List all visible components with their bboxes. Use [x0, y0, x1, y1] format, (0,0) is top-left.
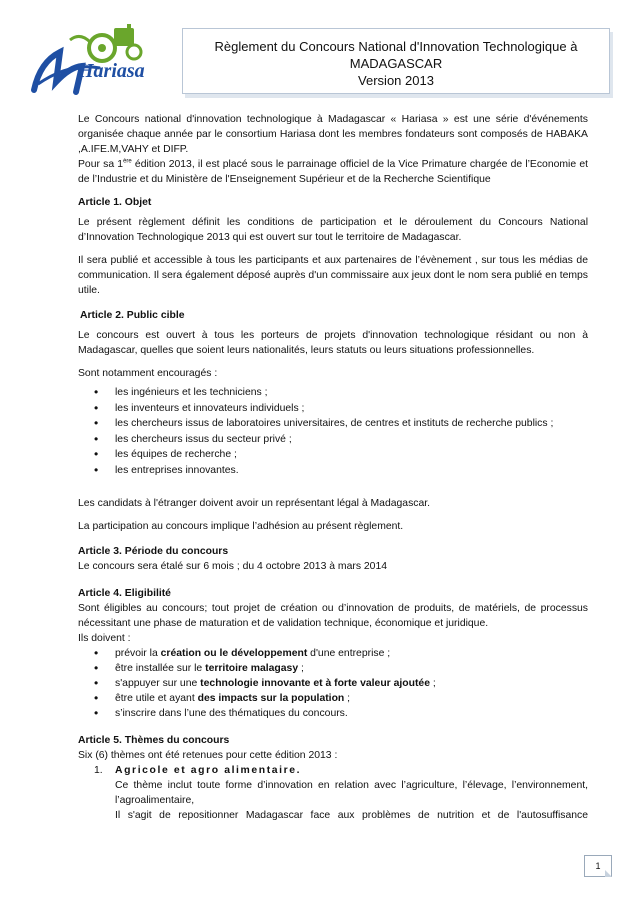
logo-wordmark: Hariasa [78, 60, 145, 82]
hariasa-logo [30, 22, 180, 102]
article-1-paragraph-2: Il sera publié et accessible à tous les participants et aux partenaires de l’évènement , sur tous les médias de communication. Il sera également déposé auprès d'un commissaire aux jeux dont le nom sera publié en temps utile. [78, 255, 588, 296]
title-line-1: Règlement du Concours National d'Innovation Technologique à [214, 39, 578, 54]
article-2-title: Article 2. Public cible [80, 310, 185, 321]
document-body [78, 112, 588, 823]
list-item: • les entreprises innovantes. [78, 463, 588, 479]
article-4-title: Article 4. Eligibilité [78, 588, 171, 599]
article-2-paragraph-1: Le concours est ouvert à tous les porteurs de projets d'innovation technologique résidant ou non à Madagascar, quelles que soient leurs nationalités, leurs statuts ou leurs situations professionnelles. [78, 330, 588, 356]
article-1-title: Article 1. Objet [78, 197, 152, 208]
list-item: • les chercheurs issus du secteur privé ; [78, 432, 588, 448]
article-2-list [78, 385, 588, 478]
article-3-title: Article 3. Période du concours [78, 546, 229, 557]
list-item: • les inventeurs et innovateurs individuels ; [78, 401, 588, 417]
article-5-theme-list [94, 763, 588, 823]
article-2-paragraph-3: Les candidats à l'étranger doivent avoir un représentant légal à Madagascar. [78, 498, 431, 509]
article-2-paragraph-4: La participation au concours implique l’adhésion au présent règlement. [78, 521, 404, 532]
list-item: • les équipes de recherche ; [78, 447, 588, 463]
list-item: • prévoir la création ou le développement d'une entreprise ; [78, 646, 588, 661]
document-title-box [182, 28, 610, 94]
article-1-paragraph-1: Le présent règlement définit les conditions de participation et le déroulement du Concours National d’Innovation Technologique 2013 qui est ouvert sur tout le territoire de Madagascar. [78, 217, 588, 243]
title-line-2: MADAGASCAR [349, 56, 443, 71]
article-3-paragraph-1: Le concours sera étalé sur 6 mois ; du 4 octobre 2013 à mars 2014 [78, 561, 388, 572]
theme-paragraph-1: Ce thème inclut toute forme d’innovation en relation avec l’agriculture, l’élevage, l’environnement, l’agroalimentaire, [115, 780, 588, 806]
theme-title: Agricole et agro alimentaire. [115, 765, 302, 776]
intro-paragraph-1: Le Concours national d'innovation technologique à Madagascar « Hariasa » est une série d'événements organisée chaque année par le consortium Hariasa dont les membres fondateurs sont composés de HABAKA ,A.IFE.M,VAHY et DIFP. [78, 114, 588, 155]
list-item: • les chercheurs issus de laboratoires universitaires, de centres et instituts de recherche publics ; [78, 416, 588, 432]
article-5-title: Article 5. Thèmes du concours [78, 735, 230, 746]
theme-item [94, 763, 588, 823]
intro-paragraph-2: Pour sa 1ère édition 2013, il est placé sous le parrainage officiel de la Vice Primature chargée de l’Economie et de l’Industrie et du Ministère de l'Enseignement Supérieur et de la Recherche Scientifique [78, 158, 588, 185]
theme-paragraph-2: Il s'agit de repositionner Madagascar face aux problèmes de nutrition et de l'autosuffisance [115, 810, 588, 821]
list-item: • être installée sur le territoire malagasy ; [78, 661, 588, 676]
article-5-paragraph-1: Six (6) thèmes ont été retenues pour cette édition 2013 : [78, 750, 338, 761]
article-2-paragraph-2: Sont notamment encouragés : [78, 368, 218, 379]
title-line-3: Version 2013 [358, 73, 434, 88]
list-item: • les ingénieurs et les techniciens ; [78, 385, 588, 401]
list-item: • s’inscrire dans l’une des thématiques du concours. [78, 706, 588, 721]
article-4-list [78, 646, 588, 721]
article-4-paragraph-2: Ils doivent : [78, 633, 131, 644]
page-number: 1 [584, 855, 612, 877]
list-item: • s'appuyer sur une technologie innovante et à forte valeur ajoutée ; [78, 676, 588, 691]
list-item: • être utile et ayant des impacts sur la population ; [78, 691, 588, 706]
theme-number: 1. [94, 765, 103, 776]
superscript-ere: ère [123, 158, 132, 165]
article-4-paragraph-1: Sont éligibles au concours; tout projet de création ou d’innovation de produits, de matériels, de processus nécessitant une phase de maturation et de validation technique, économique et juridique. [78, 603, 588, 629]
